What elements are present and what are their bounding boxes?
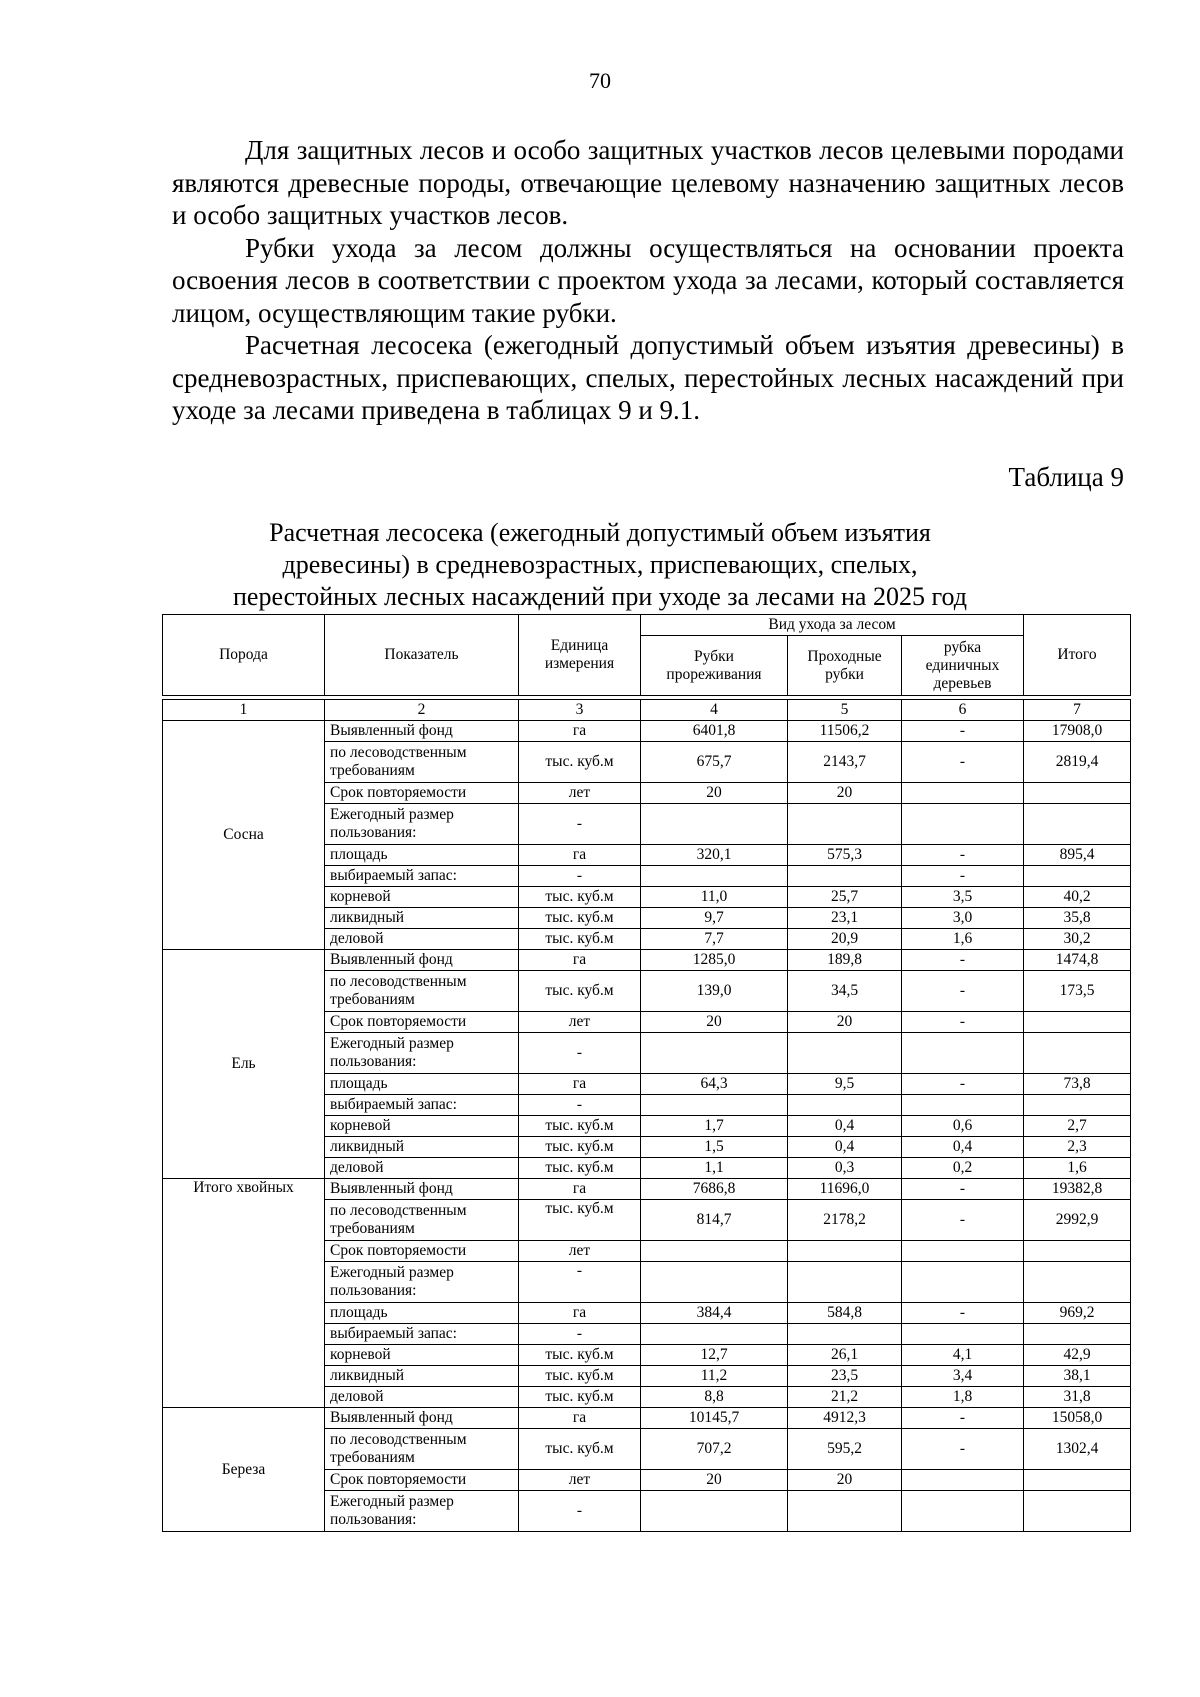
thinning-value — [641, 804, 788, 845]
passage-value: 2178,2 — [788, 1200, 902, 1241]
indicator-cell: Выявленный фонд — [325, 1179, 519, 1200]
passage-value: 11696,0 — [788, 1179, 902, 1200]
unit-cell: - — [519, 1033, 641, 1074]
unit-cell: тыс. куб.м — [519, 929, 641, 950]
thinning-value: 20 — [641, 1012, 788, 1033]
unit-cell: тыс. куб.м — [519, 1116, 641, 1137]
passage-value: 20 — [788, 783, 902, 804]
single-trees-value: - — [902, 971, 1024, 1012]
passage-value — [788, 1262, 902, 1303]
single-trees-value: 3,5 — [902, 887, 1024, 908]
passage-value — [788, 1324, 902, 1345]
single-trees-value: 3,0 — [902, 908, 1024, 929]
total-value — [1024, 1262, 1131, 1303]
header-passage-cuts: Проходные рубки — [788, 636, 902, 696]
indicator-cell: по лесоводственным требованиям — [325, 1200, 519, 1241]
single-trees-value: 3,4 — [902, 1366, 1024, 1387]
table-title — [0, 517, 1200, 613]
page-number: 70 — [589, 68, 611, 93]
column-number: 3 — [519, 700, 641, 721]
single-trees-value — [902, 783, 1024, 804]
passage-value: 4912,3 — [788, 1408, 902, 1429]
total-value — [1024, 1491, 1131, 1532]
unit-cell: тыс. куб.м — [519, 1366, 641, 1387]
total-value: 42,9 — [1024, 1345, 1131, 1366]
table-label: Таблица 9 — [1008, 462, 1124, 492]
paragraph-1: Для защитных лесов и особо защитных участков лесов целевыми породами являются древесные породы, отвечающие целевому назначению защитных лесов и особо защитных участков лесов. — [172, 135, 1124, 230]
passage-value — [788, 1095, 902, 1116]
total-value: 73,8 — [1024, 1074, 1131, 1095]
thinning-value: 7686,8 — [641, 1179, 788, 1200]
passage-value: 26,1 — [788, 1345, 902, 1366]
header-species: Порода — [163, 615, 325, 696]
single-trees-value: - — [902, 1303, 1024, 1324]
indicator-cell: деловой — [325, 929, 519, 950]
passage-value: 34,5 — [788, 971, 902, 1012]
thinning-value — [641, 1262, 788, 1303]
species-cell: Ель — [163, 950, 325, 1179]
header-indicator: Показатель — [325, 615, 519, 696]
total-value: 1474,8 — [1024, 950, 1131, 971]
thinning-value — [641, 1033, 788, 1074]
table-row — [163, 1408, 1131, 1429]
passage-value: 20,9 — [788, 929, 902, 950]
indicator-cell: площадь — [325, 845, 519, 866]
thinning-value: 384,4 — [641, 1303, 788, 1324]
passage-value: 11506,2 — [788, 721, 902, 742]
unit-cell: - — [519, 1324, 641, 1345]
indicator-cell: по лесоводственным требованиям — [325, 1429, 519, 1470]
single-trees-value — [902, 1491, 1024, 1532]
total-value — [1024, 1470, 1131, 1491]
single-trees-value: - — [902, 721, 1024, 742]
thinning-value: 12,7 — [641, 1345, 788, 1366]
unit-cell: га — [519, 1179, 641, 1200]
total-value: 38,1 — [1024, 1366, 1131, 1387]
single-trees-value — [902, 1262, 1024, 1303]
unit-cell: - — [519, 1262, 641, 1303]
unit-cell: га — [519, 1303, 641, 1324]
table-row — [163, 1179, 1131, 1200]
unit-cell: - — [519, 804, 641, 845]
indicator-cell: ликвидный — [325, 908, 519, 929]
column-number: 4 — [641, 700, 788, 721]
unit-cell: лет — [519, 1012, 641, 1033]
total-value — [1024, 1095, 1131, 1116]
indicator-cell: деловой — [325, 1387, 519, 1408]
thinning-value — [641, 866, 788, 887]
indicator-cell: корневой — [325, 1116, 519, 1137]
indicator-cell: деловой — [325, 1158, 519, 1179]
unit-cell: га — [519, 950, 641, 971]
indicator-cell: выбираемый запас: — [325, 866, 519, 887]
passage-value: 2143,7 — [788, 742, 902, 783]
indicator-cell: корневой — [325, 1345, 519, 1366]
table-title-line-3: перестойных лесных насаждений при уходе за лесами на 2025 год — [233, 582, 967, 611]
unit-cell: - — [519, 1491, 641, 1532]
passage-value: 20 — [788, 1470, 902, 1491]
single-trees-value: 4,1 — [902, 1345, 1024, 1366]
passage-value: 575,3 — [788, 845, 902, 866]
unit-cell: га — [519, 1074, 641, 1095]
thinning-value: 814,7 — [641, 1200, 788, 1241]
table-title-line-1: Расчетная лесосека (ежегодный допустимый объем изъятия — [269, 518, 931, 547]
column-number: 1 — [163, 700, 325, 721]
total-value — [1024, 1324, 1131, 1345]
passage-value: 584,8 — [788, 1303, 902, 1324]
thinning-value: 10145,7 — [641, 1408, 788, 1429]
thinning-value: 20 — [641, 783, 788, 804]
thinning-value: 139,0 — [641, 971, 788, 1012]
unit-cell: га — [519, 845, 641, 866]
indicator-cell: по лесоводственным требованиям — [325, 742, 519, 783]
unit-cell: тыс. куб.м — [519, 908, 641, 929]
header-unit: Единица измерения — [519, 615, 641, 696]
passage-value — [788, 1033, 902, 1074]
unit-cell: лет — [519, 783, 641, 804]
total-value: 1,6 — [1024, 1158, 1131, 1179]
single-trees-value — [902, 1324, 1024, 1345]
single-trees-value: 1,8 — [902, 1387, 1024, 1408]
thinning-value — [641, 1324, 788, 1345]
passage-value: 20 — [788, 1012, 902, 1033]
passage-value: 189,8 — [788, 950, 902, 971]
thinning-value: 1,5 — [641, 1137, 788, 1158]
indicator-cell: площадь — [325, 1303, 519, 1324]
thinning-value: 7,7 — [641, 929, 788, 950]
thinning-value: 11,2 — [641, 1366, 788, 1387]
body-text — [172, 134, 1124, 427]
total-value: 35,8 — [1024, 908, 1131, 929]
unit-cell: - — [519, 1095, 641, 1116]
total-value: 2,7 — [1024, 1116, 1131, 1137]
indicator-cell: Ежегодный размер пользования: — [325, 1262, 519, 1303]
species-cell: Береза — [163, 1408, 325, 1532]
total-value: 2819,4 — [1024, 742, 1131, 783]
single-trees-value: - — [902, 1074, 1024, 1095]
thinning-value: 64,3 — [641, 1074, 788, 1095]
unit-cell: тыс. куб.м — [519, 1429, 641, 1470]
passage-value: 23,1 — [788, 908, 902, 929]
thinning-value: 8,8 — [641, 1387, 788, 1408]
column-number: 7 — [1024, 700, 1131, 721]
indicator-cell: площадь — [325, 1074, 519, 1095]
single-trees-value: - — [902, 1200, 1024, 1241]
unit-cell: тыс. куб.м — [519, 971, 641, 1012]
passage-value — [788, 1491, 902, 1532]
passage-value: 23,5 — [788, 1366, 902, 1387]
column-number: 2 — [325, 700, 519, 721]
indicator-cell: Срок повторяемости — [325, 783, 519, 804]
indicator-cell: ликвидный — [325, 1366, 519, 1387]
table-title-line-2: древесины) в средневозрастных, приспевающих, спелых, — [282, 550, 918, 579]
indicator-cell: Срок повторяемости — [325, 1012, 519, 1033]
total-value — [1024, 783, 1131, 804]
indicator-cell: по лесоводственным требованиям — [325, 971, 519, 1012]
unit-cell: га — [519, 721, 641, 742]
thinning-value — [641, 1241, 788, 1262]
passage-value — [788, 804, 902, 845]
unit-cell: тыс. куб.м — [519, 1158, 641, 1179]
thinning-value: 320,1 — [641, 845, 788, 866]
unit-cell: лет — [519, 1470, 641, 1491]
total-value: 969,2 — [1024, 1303, 1131, 1324]
paragraph-2: Рубки ухода за лесом должны осуществляться на основании проекта освоения лесов в соответствии с проектом ухода за лесами, который составляется лицом, осуществляющим такие рубки. — [172, 232, 1124, 328]
thinning-value: 675,7 — [641, 742, 788, 783]
total-value: 173,5 — [1024, 971, 1131, 1012]
single-trees-value: - — [902, 742, 1024, 783]
total-value — [1024, 804, 1131, 845]
total-value: 31,8 — [1024, 1387, 1131, 1408]
paragraph-3: Расчетная лесосека (ежегодный допустимый объем изъятия древесины) в средневозрастных, приспевающих, спелых, перестойных лесных насаждений при уходе за лесами приведена в таблицах 9 и 9.1. — [172, 330, 1124, 425]
single-trees-value: - — [902, 845, 1024, 866]
thinning-value: 9,7 — [641, 908, 788, 929]
total-value: 895,4 — [1024, 845, 1131, 866]
indicator-cell: Выявленный фонд — [325, 1408, 519, 1429]
single-trees-value: - — [902, 866, 1024, 887]
unit-cell: га — [519, 1408, 641, 1429]
unit-cell: - — [519, 866, 641, 887]
passage-value: 0,3 — [788, 1158, 902, 1179]
total-value: 2992,9 — [1024, 1200, 1131, 1241]
thinning-value: 1285,0 — [641, 950, 788, 971]
total-value — [1024, 866, 1131, 887]
unit-cell: тыс. куб.м — [519, 1387, 641, 1408]
passage-value: 9,5 — [788, 1074, 902, 1095]
passage-value: 21,2 — [788, 1387, 902, 1408]
table-body — [163, 721, 1131, 1532]
indicator-cell: выбираемый запас: — [325, 1324, 519, 1345]
single-trees-value — [902, 1470, 1024, 1491]
thinning-value: 20 — [641, 1470, 788, 1491]
total-value: 30,2 — [1024, 929, 1131, 950]
single-trees-value — [902, 804, 1024, 845]
thinning-value — [641, 1095, 788, 1116]
total-value: 1302,4 — [1024, 1429, 1131, 1470]
column-number: 5 — [788, 700, 902, 721]
thinning-value — [641, 1491, 788, 1532]
unit-cell: тыс. куб.м — [519, 887, 641, 908]
indicator-cell: Выявленный фонд — [325, 721, 519, 742]
indicator-cell: ликвидный — [325, 1137, 519, 1158]
indicator-cell: Ежегодный размер пользования: — [325, 804, 519, 845]
indicator-cell: корневой — [325, 887, 519, 908]
table-row — [163, 721, 1131, 742]
total-value: 17908,0 — [1024, 721, 1131, 742]
single-trees-value — [902, 1033, 1024, 1074]
single-trees-value: - — [902, 1179, 1024, 1200]
species-cell: Сосна — [163, 721, 325, 950]
total-value: 15058,0 — [1024, 1408, 1131, 1429]
single-trees-value: 1,6 — [902, 929, 1024, 950]
passage-value: 25,7 — [788, 887, 902, 908]
unit-cell: тыс. куб.м — [519, 1137, 641, 1158]
total-value — [1024, 1241, 1131, 1262]
header-total: Итого — [1024, 615, 1131, 696]
single-trees-value: - — [902, 1429, 1024, 1470]
indicator-cell: Выявленный фонд — [325, 950, 519, 971]
single-trees-value: - — [902, 1012, 1024, 1033]
thinning-value: 707,2 — [641, 1429, 788, 1470]
column-number: 6 — [902, 700, 1024, 721]
thinning-value: 6401,8 — [641, 721, 788, 742]
column-numbers-row — [163, 700, 1131, 721]
header-thinning: Рубки прореживания — [641, 636, 788, 696]
unit-cell: тыс. куб.м — [519, 742, 641, 783]
total-value: 19382,8 — [1024, 1179, 1131, 1200]
single-trees-value: 0,6 — [902, 1116, 1024, 1137]
unit-cell: тыс. куб.м — [519, 1200, 641, 1241]
single-trees-value — [902, 1241, 1024, 1262]
total-value: 40,2 — [1024, 887, 1131, 908]
indicator-cell: Ежегодный размер пользования: — [325, 1491, 519, 1532]
header-care-type: Вид ухода за лесом — [641, 615, 1024, 636]
passage-value: 595,2 — [788, 1429, 902, 1470]
thinning-value: 11,0 — [641, 887, 788, 908]
single-trees-value: 0,4 — [902, 1137, 1024, 1158]
total-value — [1024, 1033, 1131, 1074]
total-value — [1024, 1012, 1131, 1033]
thinning-value: 1,1 — [641, 1158, 788, 1179]
passage-value: 0,4 — [788, 1137, 902, 1158]
total-value: 2,3 — [1024, 1137, 1131, 1158]
header-single-trees: рубка единичных деревьев — [902, 636, 1024, 696]
table-header — [163, 615, 1131, 721]
data-table — [162, 614, 1131, 1532]
passage-value — [788, 1241, 902, 1262]
table-row — [163, 950, 1131, 971]
unit-cell: лет — [519, 1241, 641, 1262]
thinning-value: 1,7 — [641, 1116, 788, 1137]
indicator-cell: выбираемый запас: — [325, 1095, 519, 1116]
passage-value: 0,4 — [788, 1116, 902, 1137]
single-trees-value — [902, 1095, 1024, 1116]
passage-value — [788, 866, 902, 887]
indicator-cell: Ежегодный размер пользования: — [325, 1033, 519, 1074]
indicator-cell: Срок повторяемости — [325, 1241, 519, 1262]
species-cell: Итого хвойных — [163, 1179, 325, 1408]
indicator-cell: Срок повторяемости — [325, 1470, 519, 1491]
unit-cell: тыс. куб.м — [519, 1345, 641, 1366]
single-trees-value: - — [902, 950, 1024, 971]
single-trees-value: - — [902, 1408, 1024, 1429]
single-trees-value: 0,2 — [902, 1158, 1024, 1179]
